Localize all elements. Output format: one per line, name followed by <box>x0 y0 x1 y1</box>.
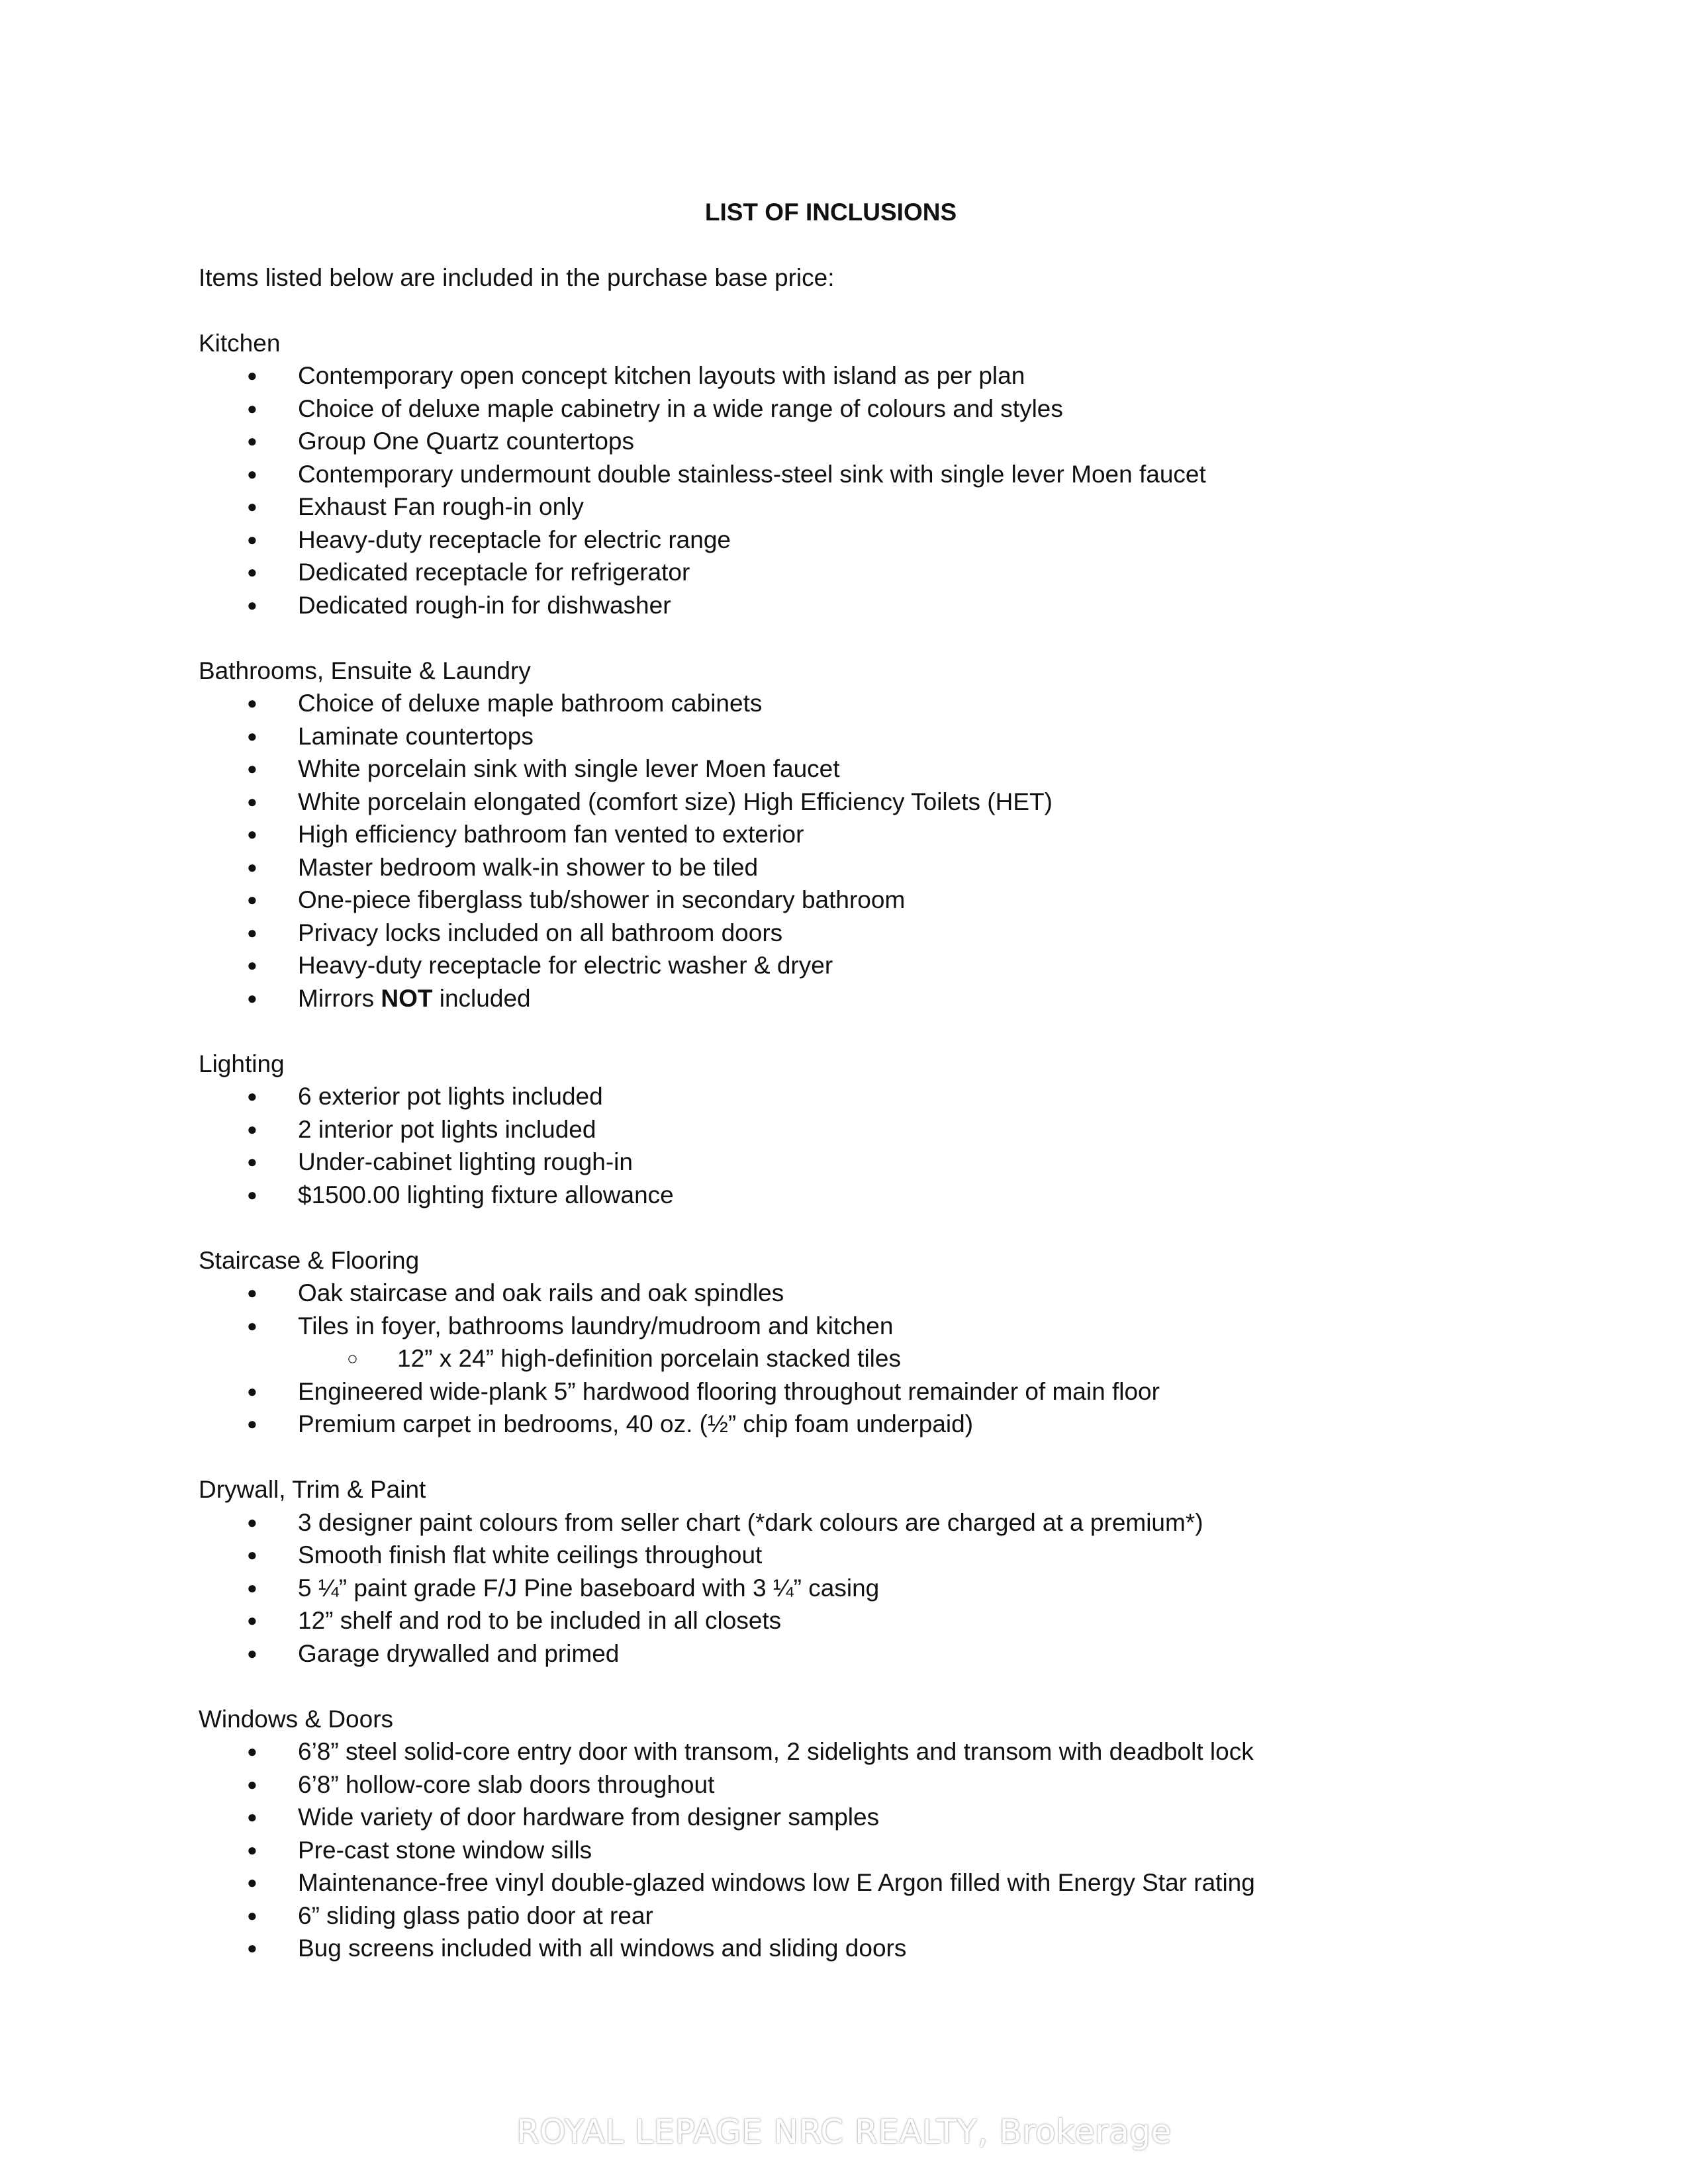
bullet-icon: ● <box>247 1610 258 1630</box>
bullet-list <box>199 1506 1496 1670</box>
list-item: ● Dedicated rough-in for dishwasher <box>199 589 1496 622</box>
list-item: ● Master bedroom walk-in shower to be tiled <box>199 851 1496 884</box>
section-heading: Lighting <box>199 1050 285 1077</box>
bullet-icon: ● <box>247 1118 258 1139</box>
list-item: ● Contemporary undermount double stainless-steel sink with single lever Moen faucet <box>199 458 1496 491</box>
bullet-icon: ● <box>247 1807 258 1827</box>
list-item: ● Privacy locks included on all bathroom doors <box>199 917 1496 950</box>
brokerage-watermark: ROYAL LEPAGE NRC REALTY, Brokerage <box>516 2113 1172 2151</box>
list-item: ● 6’8” hollow-core slab doors throughout <box>199 1768 1496 1801</box>
section-lighting <box>199 1048 1496 1212</box>
bullet-icon: ● <box>247 431 258 451</box>
bullet-list <box>199 1277 1496 1441</box>
bullet-icon: ● <box>247 398 258 418</box>
bullet-icon: ● <box>247 1577 258 1598</box>
bullet-list <box>199 687 1496 1015</box>
bullet-icon: ● <box>247 791 258 811</box>
bullet-icon: ● <box>247 1086 258 1106</box>
list-item: ● White porcelain elongated (comfort size) High Efficiency Toilets (HET) <box>199 786 1496 819</box>
list-item: ● Wide variety of door hardware from designer samples <box>199 1801 1496 1834</box>
bullet-icon: ● <box>247 463 258 484</box>
list-item: ● Contemporary open concept kitchen layouts with island as per plan <box>199 359 1496 392</box>
bullet-list <box>199 1735 1496 1965</box>
hollow-bullet-icon: ○ <box>347 1348 358 1369</box>
bullet-icon: ● <box>247 1774 258 1794</box>
bullet-icon: ● <box>247 725 258 746</box>
section-drywall-trim-paint <box>199 1473 1496 1670</box>
list-item: ● Choice of deluxe maple bathroom cabinets <box>199 687 1496 720</box>
list-item: ● Mirrors NOT included <box>199 982 1496 1015</box>
list-item: ● $1500.00 lighting fixture allowance <box>199 1179 1496 1212</box>
bullet-icon: ● <box>247 955 258 975</box>
bullet-icon: ● <box>247 562 258 582</box>
section-heading: Staircase & Flooring <box>199 1246 420 1274</box>
list-item: ● 2 interior pot lights included <box>199 1113 1496 1146</box>
bullet-list <box>199 1080 1496 1211</box>
list-item: ● Dedicated receptacle for refrigerator <box>199 556 1496 589</box>
list-item: ● 6’8” steel solid-core entry door with transom, 2 sidelights and transom with deadbolt lock <box>199 1735 1496 1768</box>
list-item: ● Heavy-duty receptacle for electric washer & dryer <box>199 949 1496 982</box>
list-item: ● Under-cabinet lighting rough-in <box>199 1146 1496 1179</box>
section-bathrooms <box>199 655 1496 1015</box>
list-item: ● High efficiency bathroom fan vented to exterior <box>199 818 1496 851</box>
bullet-icon: ● <box>247 1839 258 1860</box>
bullet-icon: ● <box>247 1283 258 1302</box>
bullet-icon: ● <box>247 856 258 877</box>
section-heading: Bathrooms, Ensuite & Laundry <box>199 657 531 684</box>
bullet-icon: ● <box>247 693 258 713</box>
list-item: ● 6 exterior pot lights included <box>199 1080 1496 1113</box>
list-item: ● Exhaust Fan rough-in only <box>199 490 1496 523</box>
bullet-icon: ● <box>247 1905 258 1925</box>
bullet-icon: ● <box>247 1643 258 1663</box>
list-item: ● Maintenance-free vinyl double-glazed windows low E Argon filled with Energy Star rating <box>199 1866 1496 1899</box>
bullet-icon: ● <box>247 758 258 778</box>
list-item: ● Choice of deluxe maple cabinetry in a wide range of colours and styles <box>199 392 1496 426</box>
list-item: ● 6” sliding glass patio door at rear <box>199 1899 1496 1933</box>
list-item: ● Engineered wide-plank 5” hardwood flooring throughout remainder of main floor <box>199 1375 1496 1408</box>
section-heading: Windows & Doors <box>199 1705 394 1733</box>
list-item: ● Oak staircase and oak rails and oak spindles <box>199 1277 1496 1310</box>
list-item: ● 3 designer paint colours from seller chart (*dark colours are charged at a premium*) <box>199 1506 1496 1539</box>
list-item: ● Heavy-duty receptacle for electric range <box>199 523 1496 557</box>
section-heading: Kitchen <box>199 329 281 357</box>
bullet-icon: ● <box>247 594 258 615</box>
section-staircase-flooring <box>199 1244 1496 1441</box>
bullet-icon: ● <box>247 1184 258 1205</box>
bullet-icon: ● <box>247 529 258 549</box>
bullet-icon: ● <box>247 1152 258 1171</box>
bullet-icon: ● <box>247 1545 258 1565</box>
bullet-icon: ● <box>247 1938 258 1958</box>
document-title: LIST OF INCLUSIONS <box>704 199 957 226</box>
bullet-icon: ● <box>247 1741 258 1761</box>
section-heading: Drywall, Trim & Paint <box>199 1476 426 1503</box>
section-kitchen <box>199 327 1496 622</box>
document-page <box>199 196 1496 1997</box>
bullet-icon: ● <box>247 889 258 909</box>
list-item: ● White porcelain sink with single lever Moen faucet <box>199 752 1496 786</box>
list-item: ● Tiles in foyer, bathrooms laundry/mudroom and kitchen <box>199 1310 1496 1343</box>
bullet-icon: ● <box>247 824 258 844</box>
list-item: ● Bug screens included with all windows and sliding doors <box>199 1932 1496 1965</box>
section-windows-doors <box>199 1703 1496 1965</box>
list-item: ● Smooth finish flat white ceilings throughout <box>199 1539 1496 1572</box>
list-item: ● Premium carpet in bedrooms, 40 oz. (½” chip foam underpaid) <box>199 1408 1496 1441</box>
list-item: ● 5 ¼” paint grade F/J Pine baseboard with 3 ¼” casing <box>199 1572 1496 1605</box>
intro-text: Items listed below are included in the purchase base price: <box>199 263 835 291</box>
list-item: ● Garage drywalled and primed <box>199 1637 1496 1670</box>
bullet-icon: ● <box>247 1512 258 1532</box>
bullet-icon: ● <box>247 365 258 385</box>
bullet-icon: ● <box>247 1315 258 1336</box>
bullet-icon: ● <box>247 1414 258 1433</box>
sub-list-item: ○ 12” x 24” high-definition porcelain stacked tiles <box>199 1342 1496 1375</box>
list-item: ● Group One Quartz countertops <box>199 425 1496 458</box>
bullet-icon: ● <box>247 1872 258 1892</box>
list-item: ● One-piece fiberglass tub/shower in secondary bathroom <box>199 884 1496 917</box>
bullet-icon: ● <box>247 922 258 942</box>
bullet-icon: ● <box>247 1381 258 1401</box>
list-item: ● 12” shelf and rod to be included in all closets <box>199 1604 1496 1637</box>
bullet-list <box>199 359 1496 621</box>
emphasis-text: NOT <box>381 984 433 1012</box>
list-item: ● Laminate countertops <box>199 720 1496 753</box>
bullet-icon: ● <box>247 987 258 1008</box>
list-item: ● Pre-cast stone window sills <box>199 1834 1496 1867</box>
bullet-icon: ● <box>247 496 258 516</box>
